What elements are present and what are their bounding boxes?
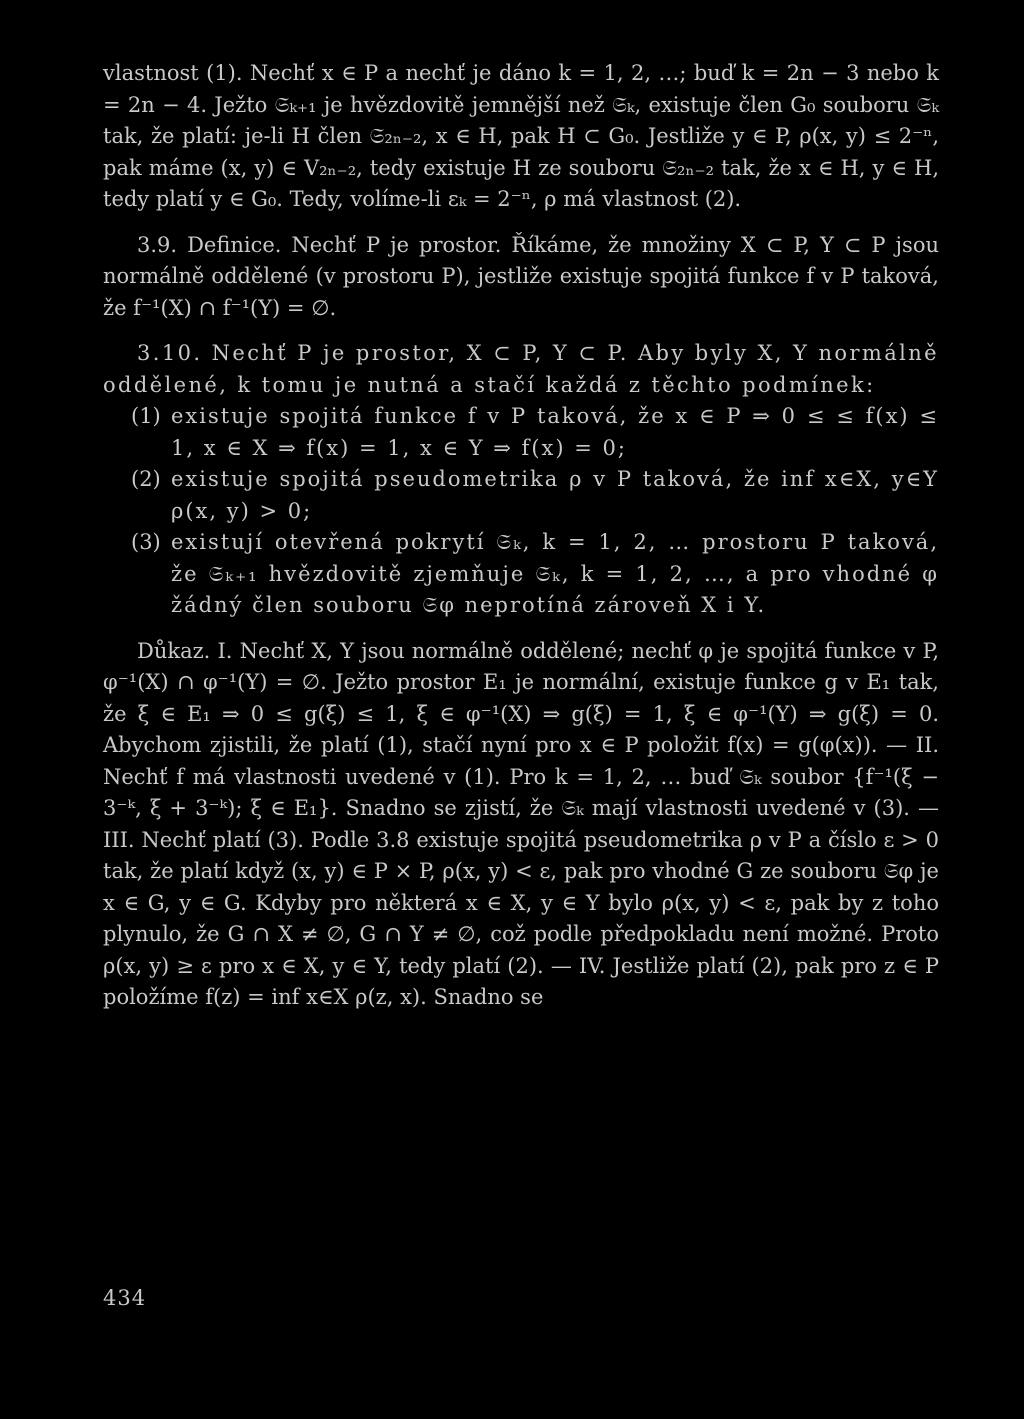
paragraph-continuation: vlastnost (1). Nechť x ∈ P a nechť je dáno k = 1, 2, …; buď k = 2n − 3 nebo k = 2n − 4. Ježto 𝔖ₖ₊₁ je hvězdovitě jemnější než 𝔖ₖ, existuje člen G₀ souboru 𝔖ₖ tak, že platí: je-li H člen 𝔖₂ₙ₋₂, x ∈ H, pak H ⊂ G₀. Jestliže y ∈ P, ρ(x, y) ≤ 2⁻ⁿ, pak máme (x, y) ∈ V₂ₙ₋₂, tedy existuje H ze souboru 𝔖₂ₙ₋₂ tak, že x ∈ H, y ∈ H, tedy platí y ∈ G₀. Tedy, volíme-li εₖ = 2⁻ⁿ, ρ má vlastnost (2). bbox=[103, 61, 939, 211]
condition-item-3 bbox=[103, 527, 939, 622]
condition-text: existuje spojitá pseudometrika ρ v P taková, že inf x∈X, y∈Y ρ(x, y) > 0; bbox=[171, 467, 939, 523]
condition-number: (2) bbox=[131, 467, 161, 491]
condition-text: existuje spojitá funkce f v P taková, že x ∈ P ⇒ 0 ≤ ≤ f(x) ≤ 1, x ∈ X ⇒ f(x) = 1, x ∈ Y ⇒ f(x) = 0; bbox=[171, 404, 939, 460]
condition-number: (3) bbox=[131, 530, 161, 554]
paragraph-proof: Důkaz. I. Nechť X, Y jsou normálně oddělené; nechť φ je spojitá funkce v P, φ⁻¹(X) ∩ φ⁻¹(Y) = ∅. Ježto prostor E₁ je normální, existuje funkce g v E₁ tak, že ξ ∈ E₁ ⇒ 0 ≤ g(ξ) ≤ 1, ξ ∈ φ⁻¹(X) ⇒ g(ξ) = 1, ξ ∈ φ⁻¹(Y) ⇒ g(ξ) = 0. Abychom zjistili, že platí (1), stačí nyní pro x ∈ P položit f(x) = g(φ(x)). — II. Nechť f má vlastnosti uvedené v (1). Pro k = 1, 2, … buď 𝔖ₖ soubor {f⁻¹(ξ − 3⁻ᵏ, ξ + 3⁻ᵏ); ξ ∈ E₁}. Snadno se zjistí, že 𝔖ₖ mají vlastnosti uvedené v (3). — III. Nechť platí (3). Podle 3.8 existuje spojitá pseudometrika ρ v P a číslo ε > 0 tak, že platí když (x, y) ∈ P × P, ρ(x, y) < ε, pak pro vhodné G ze souboru 𝔖φ je x ∈ G, y ∈ G. Kdyby pro některá x ∈ X, y ∈ Y bylo ρ(x, y) < ε, pak by z toho plynulo, že G ∩ X ≠ ∅, G ∩ Y ≠ ∅, což podle předpokladu není možné. Proto ρ(x, y) ≥ ε pro x ∈ X, y ∈ Y, tedy platí (2). — IV. Jestliže platí (2), pak pro z ∈ P položíme f(z) = inf x∈X ρ(z, x). Snadno se bbox=[103, 638, 939, 1009]
condition-text: existují otevřená pokrytí 𝔖ₖ, k = 1, 2, … prostoru P taková, že 𝔖ₖ₊₁ hvězdovitě zjemňuje 𝔖ₖ, k = 1, 2, …, a pro vhodné φ žádný člen souboru 𝔖φ neprotíná zároveň X i Y. bbox=[171, 530, 939, 617]
paragraph-theorem-3-10: 3.10. Nechť P je prostor, X ⊂ P, Y ⊂ P. Aby byly X, Y normálně oddělené, k tomu je nutná a stačí každá z těchto podmínek: bbox=[103, 341, 939, 397]
condition-number: (1) bbox=[131, 404, 161, 428]
page-number: 434 bbox=[103, 1286, 147, 1310]
paragraph-definition-3-9: 3.9. Definice. Nechť P je prostor. Říkáme, že množiny X ⊂ P, Y ⊂ P jsou normálně oddělené (v prostoru P), jestliže existuje spojitá funkce f v P taková, že f⁻¹(X) ∩ f⁻¹(Y) = ∅. bbox=[103, 232, 939, 320]
conditions-list bbox=[103, 401, 939, 622]
condition-item-2 bbox=[103, 464, 939, 527]
condition-item-1 bbox=[103, 401, 939, 464]
page-body bbox=[103, 58, 939, 1014]
